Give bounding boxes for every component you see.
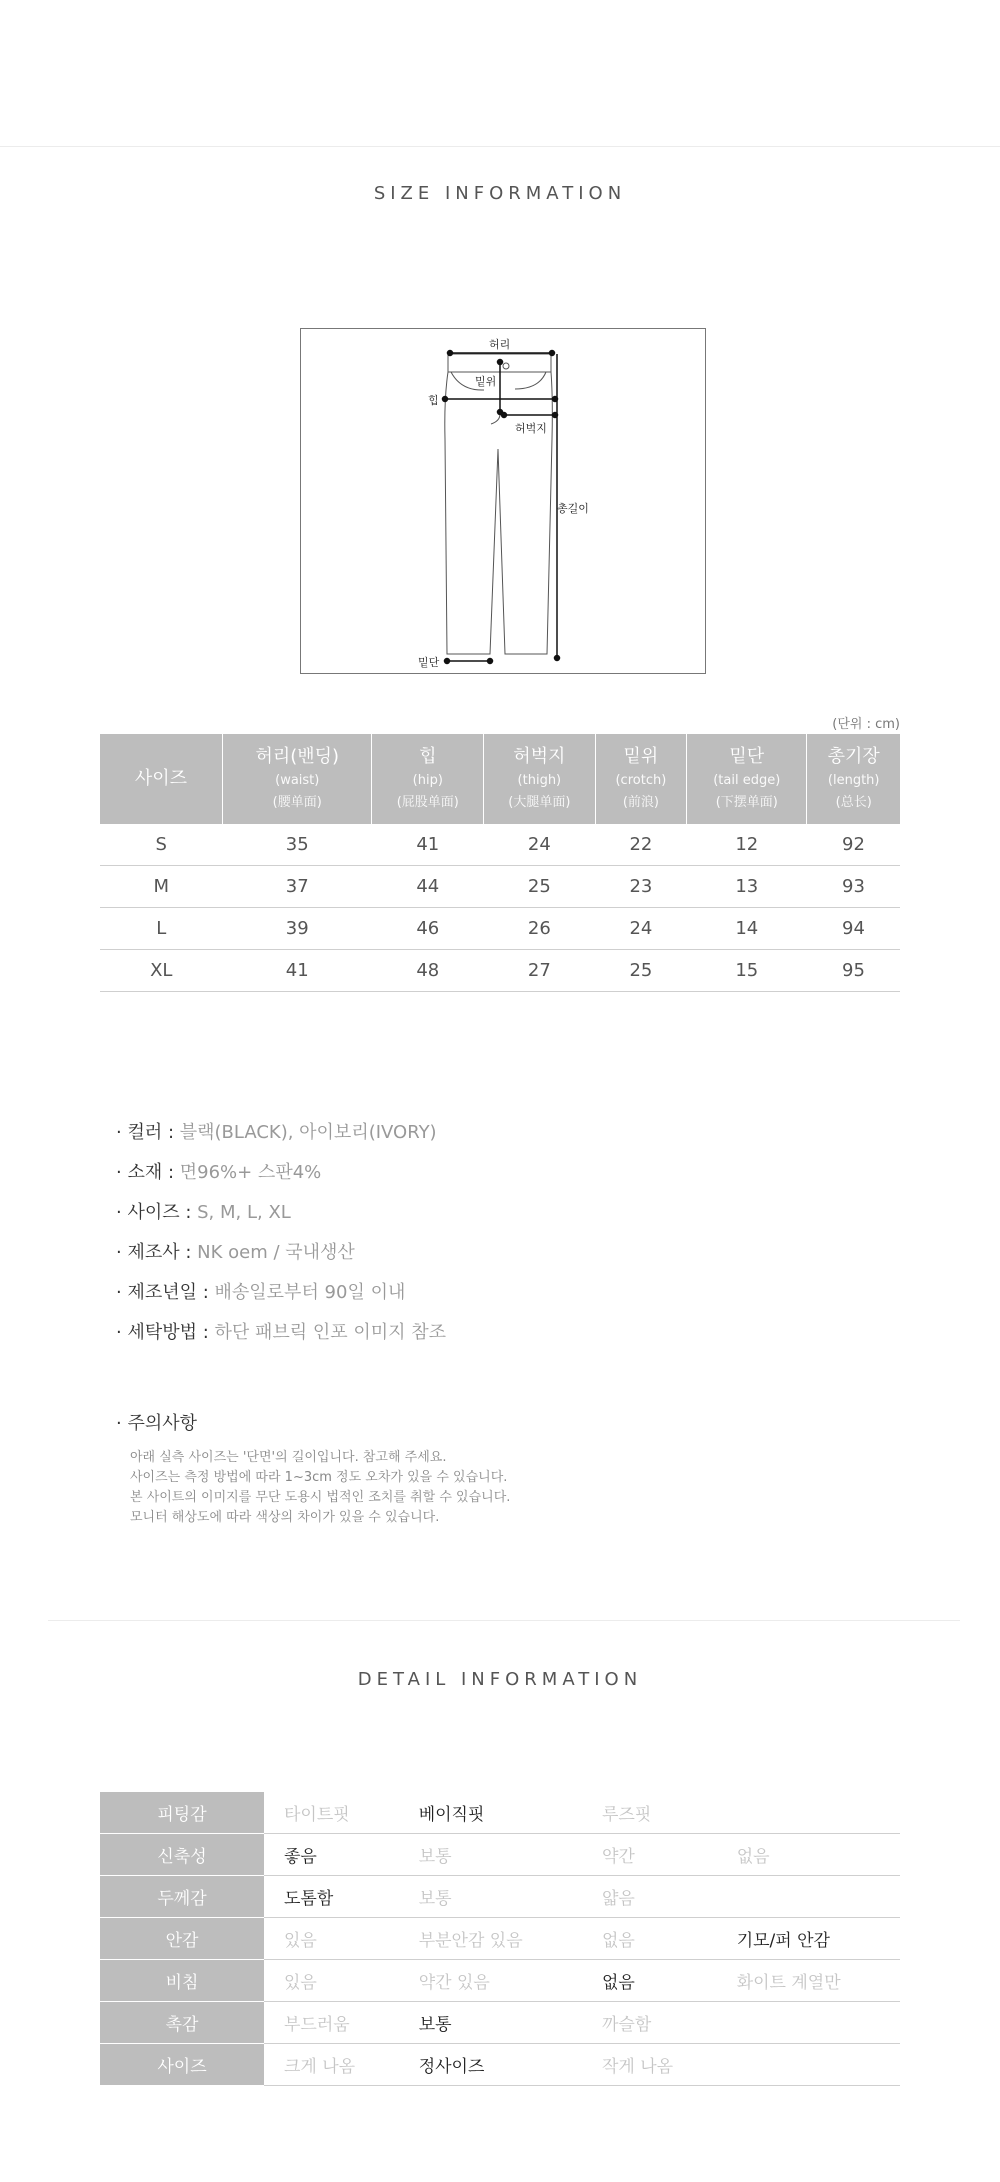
spec-manufacturer: · 제조사 : NK oem / 국내생산 bbox=[116, 1242, 355, 1263]
option-cell: 까슬함 bbox=[582, 2002, 717, 2044]
detail-row-fit bbox=[100, 1792, 900, 1834]
table-row bbox=[100, 866, 900, 908]
option-cell: 크게 나옴 bbox=[264, 2044, 399, 2086]
table-cell: 27 bbox=[484, 950, 596, 992]
table-cell: 41 bbox=[372, 824, 484, 866]
option-cell: 보통 bbox=[399, 1876, 582, 1918]
table-cell: 23 bbox=[595, 866, 687, 908]
option-cell: 없음 bbox=[582, 1918, 717, 1960]
table-cell: 22 bbox=[595, 824, 687, 866]
option-cell: 없음 bbox=[717, 1834, 900, 1876]
option-cell: 부드러움 bbox=[264, 2002, 399, 2044]
unit-note: (단위 : cm) bbox=[832, 717, 900, 732]
option-cell: 기모/퍼 안감 bbox=[717, 1918, 900, 1960]
table-cell: S bbox=[100, 824, 223, 866]
table-row bbox=[100, 824, 900, 866]
notice-line: 본 사이트의 이미지를 무단 도용시 법적인 조치를 취할 수 있습니다. bbox=[130, 1490, 511, 1505]
table-cell: 25 bbox=[484, 866, 596, 908]
size-table-header bbox=[100, 734, 900, 824]
hem-label: 밑단 bbox=[418, 656, 440, 669]
detail-row-lining bbox=[100, 1918, 900, 1960]
length-label: 총길이 bbox=[557, 502, 589, 515]
table-cell: 95 bbox=[807, 950, 900, 992]
pants-measurement-diagram bbox=[300, 328, 706, 674]
table-row bbox=[100, 908, 900, 950]
table-cell: 39 bbox=[223, 908, 372, 950]
option-cell: 타이트핏 bbox=[264, 1792, 399, 1834]
thigh-label: 허벅지 bbox=[515, 422, 547, 435]
option-cell: 도톰함 bbox=[264, 1876, 399, 1918]
spec-washing: · 세탁방법 : 하단 패브릭 인포 이미지 참조 bbox=[116, 1322, 447, 1343]
crotch-label: 밑위 bbox=[475, 375, 497, 388]
table-cell: 26 bbox=[484, 908, 596, 950]
notice-line: 사이즈는 측정 방법에 따라 1~3cm 정도 오차가 있을 수 있습니다. bbox=[130, 1470, 508, 1485]
notice-line: 아래 실측 사이즈는 '단면'의 길이입니다. 참고해 주세요. bbox=[130, 1450, 447, 1465]
option-cell: 약간 bbox=[582, 1834, 717, 1876]
pants-outline-icon bbox=[301, 329, 707, 675]
detail-row-thickness bbox=[100, 1876, 900, 1918]
option-cell: 없음 bbox=[582, 1960, 717, 2002]
option-cell bbox=[717, 1876, 900, 1918]
row-label: 사이즈 bbox=[100, 2044, 264, 2086]
size-section-title: SIZE INFORMATION bbox=[373, 183, 627, 204]
detail-row-size bbox=[100, 2044, 900, 2086]
row-label: 신축성 bbox=[100, 1834, 264, 1876]
option-cell: 부분안감 있음 bbox=[399, 1918, 582, 1960]
table-cell: 12 bbox=[687, 824, 807, 866]
table-cell: 37 bbox=[223, 866, 372, 908]
thigh-header-cell: 허벅지 (thigh) (大腿单面) bbox=[484, 734, 596, 824]
row-label: 안감 bbox=[100, 1918, 264, 1960]
spec-material: · 소재 : 면96%+ 스판4% bbox=[116, 1162, 322, 1183]
table-cell: 13 bbox=[687, 866, 807, 908]
notice-title: · 주의사항 bbox=[116, 1413, 197, 1434]
detail-row-texture bbox=[100, 2002, 900, 2044]
option-cell: 화이트 계열만 bbox=[717, 1960, 900, 2002]
table-cell: 35 bbox=[223, 824, 372, 866]
detail-row-sheerness bbox=[100, 1960, 900, 2002]
option-cell bbox=[717, 1792, 900, 1834]
spec-sizes: · 사이즈 : S, M, L, XL bbox=[116, 1202, 291, 1223]
spec-color: · 컬러 : 블랙(BLACK), 아이보리(IVORY) bbox=[116, 1122, 437, 1143]
notice-line: 모니터 해상도에 따라 색상의 차이가 있을 수 있습니다. bbox=[130, 1510, 440, 1525]
size-table bbox=[100, 734, 900, 992]
option-cell: 정사이즈 bbox=[399, 2044, 582, 2086]
table-cell: L bbox=[100, 908, 223, 950]
option-cell: 약간 있음 bbox=[399, 1960, 582, 2002]
hip-header-cell: 힙 (hip) (屁股单面) bbox=[372, 734, 484, 824]
option-cell: 루즈핏 bbox=[582, 1792, 717, 1834]
table-cell: 15 bbox=[687, 950, 807, 992]
table-row bbox=[100, 950, 900, 992]
table-cell: 25 bbox=[595, 950, 687, 992]
table-cell: 94 bbox=[807, 908, 900, 950]
table-cell: XL bbox=[100, 950, 223, 992]
option-cell bbox=[717, 2044, 900, 2086]
row-label: 촉감 bbox=[100, 2002, 264, 2044]
table-cell: 93 bbox=[807, 866, 900, 908]
detail-section-title: DETAIL INFORMATION bbox=[357, 1669, 643, 1690]
crotch-header-cell: 밑위 (crotch) (前浪) bbox=[595, 734, 687, 824]
row-label: 두께감 bbox=[100, 1876, 264, 1918]
detail-row-stretch bbox=[100, 1834, 900, 1876]
hem-header-cell: 밑단 (tail edge) (下摆单面) bbox=[687, 734, 807, 824]
option-cell: 있음 bbox=[264, 1960, 399, 2002]
option-cell: 베이직핏 bbox=[399, 1792, 582, 1834]
table-cell: 14 bbox=[687, 908, 807, 950]
option-cell: 보통 bbox=[399, 1834, 582, 1876]
top-divider bbox=[0, 146, 1000, 147]
row-label: 비침 bbox=[100, 1960, 264, 2002]
option-cell bbox=[717, 2002, 900, 2044]
section-divider bbox=[48, 1620, 960, 1621]
option-cell: 얇음 bbox=[582, 1876, 717, 1918]
table-cell: 92 bbox=[807, 824, 900, 866]
table-cell: 46 bbox=[372, 908, 484, 950]
hip-label: 힙 bbox=[428, 394, 439, 407]
waist-label: 허리 bbox=[489, 338, 511, 351]
table-cell: M bbox=[100, 866, 223, 908]
size-header-cell: 사이즈 bbox=[100, 734, 223, 824]
option-cell: 작게 나옴 bbox=[582, 2044, 717, 2086]
option-cell: 있음 bbox=[264, 1918, 399, 1960]
option-cell: 보통 bbox=[399, 2002, 582, 2044]
detail-table bbox=[100, 1792, 900, 2086]
table-cell: 24 bbox=[484, 824, 596, 866]
table-cell: 24 bbox=[595, 908, 687, 950]
row-label: 피팅감 bbox=[100, 1792, 264, 1834]
spec-manufacture-date: · 제조년일 : 배송일로부터 90일 이내 bbox=[116, 1282, 406, 1303]
waist-header-cell: 허리(밴딩) (waist) (腰单面) bbox=[223, 734, 372, 824]
option-cell: 좋음 bbox=[264, 1834, 399, 1876]
table-cell: 44 bbox=[372, 866, 484, 908]
table-cell: 41 bbox=[223, 950, 372, 992]
table-cell: 48 bbox=[372, 950, 484, 992]
length-header-cell: 총기장 (length) (总长) bbox=[807, 734, 900, 824]
